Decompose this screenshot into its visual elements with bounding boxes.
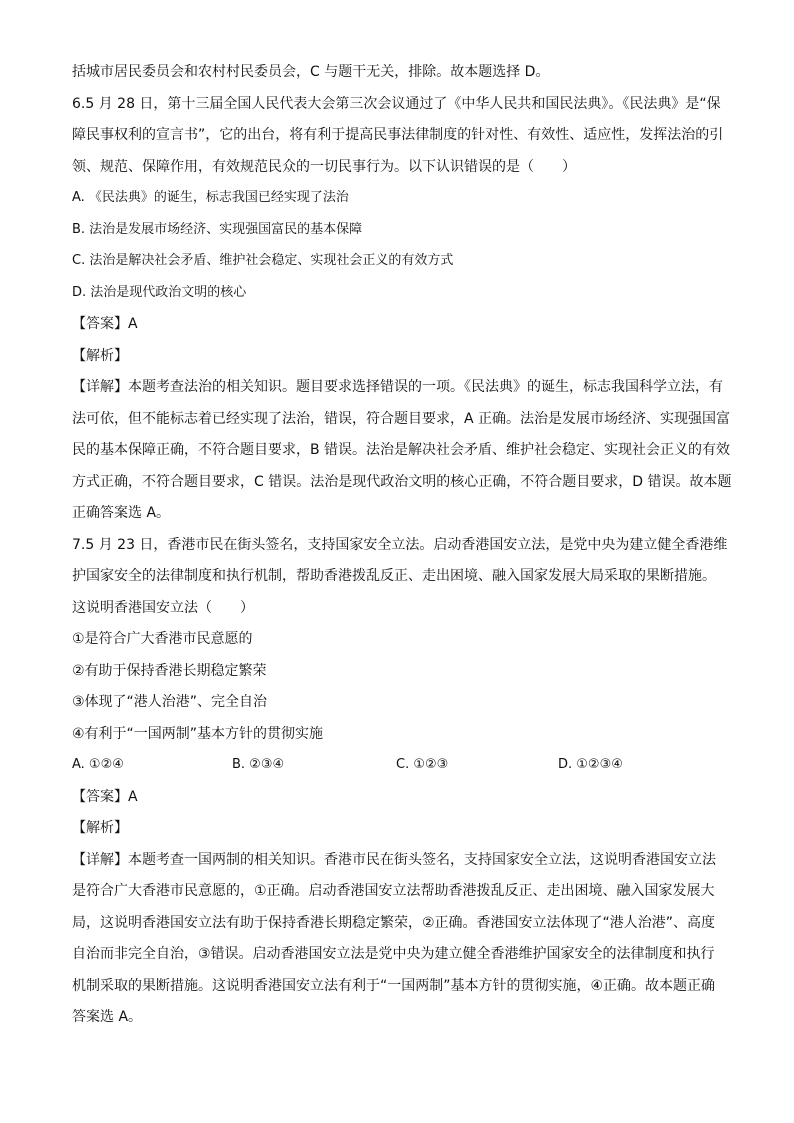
statement-4: ④有利于“一国两制”基本方针的贯彻实施: [72, 725, 324, 742]
explanation-line: 局，这说明香港国安立法有助于保持香港长期稳定繁荣，②正确。香港国安立法体现了“港人治港”、高度: [72, 914, 716, 931]
explanation-line: 机制采取的果断措施。这说明香港国安立法有利于“一国两制”基本方针的贯彻实施，④正确。故本题正确: [72, 977, 716, 994]
analysis-label: 【解析】: [72, 347, 128, 364]
text-line: 护国家安全的法律制度和执行机制，帮助香港拨乱反正、走出困境、融入国家发展大局采取的果断措施。: [72, 568, 716, 584]
explanation-line: 自治而非完全自治，③错误。启动香港国安立法是党中央为建立健全香港维护国家安全的法律制度和执行: [72, 946, 715, 962]
explanation-line: 答案选 A。: [72, 1009, 143, 1025]
options-row: [72, 755, 728, 775]
option-b: B. 法治是发展市场经济、实现强国富民的基本保障: [72, 221, 363, 237]
explanation-line: 方式正确，不符合题目要求，C 错误。法治是现代政治文明的核心正确，不符合题目要求，D 错误。故本题: [72, 473, 732, 490]
explanation-line: 【详解】本题考查法治的相关知识。题目要求选择错误的一项。《民法典》的诞生，标志我国科学立法，有: [72, 379, 723, 395]
option-c: C. 法治是解决社会矛盾、维护社会稳定、实现社会正义的有效方式: [72, 253, 454, 268]
option-c: C. ①②③: [396, 757, 449, 772]
answer-label: 【答案】A: [72, 316, 138, 332]
explanation-line: 正确答案选 A。: [72, 505, 171, 521]
option-a: A. ①②④: [72, 757, 124, 772]
option-d: D. 法治是现代政治文明的核心: [72, 284, 247, 300]
explanation-line: 【详解】本题考查一国两制的相关知识。香港市民在街头签名，支持国家安全立法，这说明香港国安立法: [72, 851, 716, 868]
explanation-line: 民的基本保障正确，不符合题目要求，B 错误。法治是解决社会矛盾、维护社会稳定、实现社会正义的有效: [72, 442, 731, 458]
option-d: D. ①②③④: [558, 757, 623, 772]
question-7-stem: 7.5 月 23 日，香港市民在街头签名，支持国家安全立法。启动香港国安立法，是党中央为建立健全香港维: [72, 536, 728, 553]
explanation-line: 法可依，但不能标志着已经实现了法治，错误，符合题目要求，A 正确。法治是发展市场经济、实现强国富: [72, 410, 731, 427]
statement-2: ②有助于保持香港长期稳定繁荣: [72, 662, 267, 679]
analysis-label: 【解析】: [72, 820, 128, 836]
explanation-line: 是符合广大香港市民意愿的，①正确。启动香港国安立法帮助香港拨乱反正、走出困境、融入国家发展大: [72, 883, 715, 899]
text-line: 括城市居民委员会和农村村民委员会，C 与题干无关，排除。故本题选择 D。: [72, 64, 550, 80]
text-line: 障民事权利的宣言书”，它的出台，将有利于提高民事法律制度的针对性、有效性、适应性，发挥法治的引: [72, 127, 724, 143]
option-a: A. 《民法典》的诞生，标志我国已经实现了法治: [72, 190, 349, 205]
text-line: 这说明香港国安立法（ ）: [72, 599, 254, 616]
option-b: B. ②③④: [232, 757, 285, 772]
statement-1: ①是符合广大香港市民意愿的: [72, 631, 253, 647]
statement-3: ③体现了“港人治港”、完全自治: [72, 694, 268, 710]
document-page: [72, 62, 732, 1039]
question-6-stem: 6.5 月 28 日，第十三届全国人民代表大会第三次会议通过了《中华人民共和国民法典》。《民法典》是“保: [72, 95, 721, 112]
answer-label: 【答案】A: [72, 788, 138, 805]
text-line: 领、规范、保障作用，有效规范民众的一切民事行为。以下认识错误的是（ ）: [72, 158, 576, 175]
